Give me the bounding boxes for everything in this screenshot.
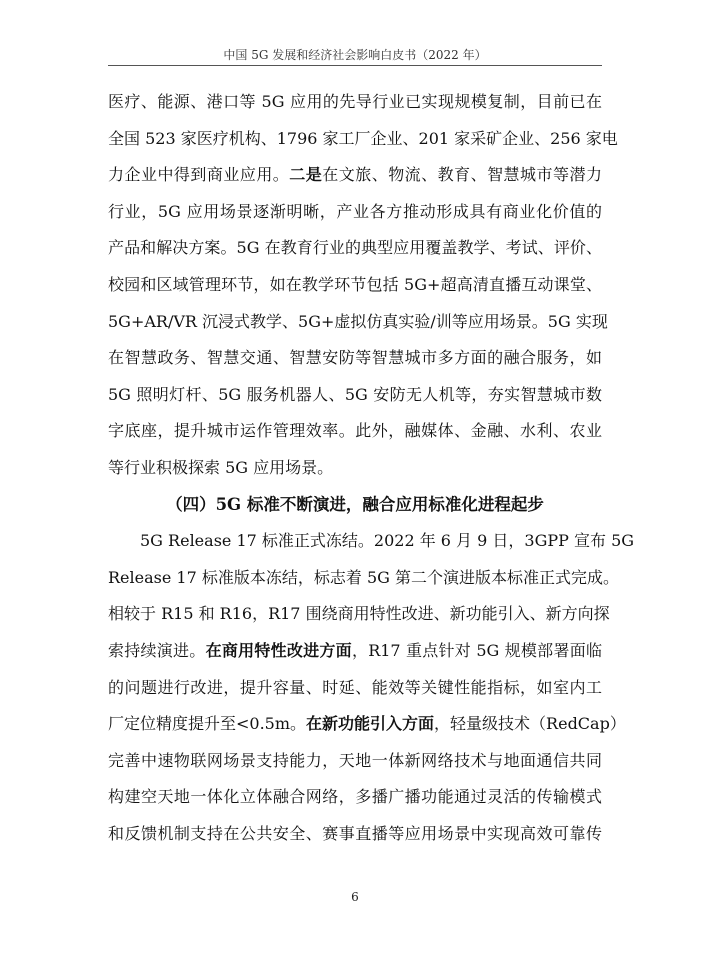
text-span: 索持续演进。: [108, 640, 206, 660]
emphasis-text: 在新功能引入方面: [306, 714, 435, 734]
text-span: ，轻量级技术（RedCap）: [434, 714, 626, 734]
emphasis-text: 二是: [289, 165, 323, 185]
text-line: [108, 706, 626, 743]
text-line: 全国 523 家医疗机构、1796 家工厂企业、201 家采矿企业、256 家电: [108, 128, 618, 148]
page-number: 6: [351, 890, 359, 904]
text-line: 校园和区域管理环节，如在教学环节包括 5G+超高清直播互动课堂、: [108, 274, 602, 294]
text-line: [108, 633, 602, 670]
text-line: 构建空天地一体化立体融合网络，多播广播功能通过灵活的传输模式: [108, 787, 602, 807]
text-line: 等行业积极探索 5G 应用场景。: [108, 457, 334, 477]
text-span: ，R17 重点针对 5G 规模部署面临: [351, 640, 602, 660]
header-rule: [108, 65, 602, 66]
text-line: Release 17 标准版本冻结，标志着 5G 第二个演进版本标准正式完成。: [108, 567, 619, 587]
text-line: 5G+AR/VR 沉浸式教学、5G+虚拟仿真实验/训等应用场景。5G 实现: [108, 311, 608, 331]
text-line: 医疗、能源、港口等 5G 应用的先导行业已实现规模复制，目前已在: [108, 92, 602, 111]
text-line: 5G 照明灯杆、5G 服务机器人、5G 安防无人机等，夯实智慧城市数: [108, 384, 602, 404]
text-line: 完善中速物联网场景支持能力，天地一体新网络技术与地面通信共同: [108, 750, 602, 770]
document-body: [108, 84, 635, 852]
text-span: 厂定位精度提升至<0.5m。: [108, 714, 307, 734]
text-line: [108, 157, 602, 194]
text-line: 在智慧政务、智慧交通、智慧安防等智慧城市多方面的融合服务，如: [108, 348, 602, 368]
text-line: 和反馈机制支持在公共安全、赛事直播等应用场景中实现高效可靠传: [108, 823, 602, 843]
text-line: 相较于 R15 和 R16，R17 围绕商用特性改进、新功能引入、新方向探: [108, 604, 610, 624]
running-header: 中国 5G 发展和经济社会影响白皮书（2022 年）: [223, 48, 487, 62]
text-line: 行业，5G 应用场景逐渐明晰，产业各方推动形成具有商业化价值的: [108, 201, 602, 221]
paragraph-2: [108, 523, 635, 852]
section-heading: （四）5G 标准不断演进，融合应用标准化进程起步: [166, 494, 544, 514]
text-line: 5G Release 17 标准正式冻结。2022 年 6 月 9 日，3GPP 宣布 5G: [140, 531, 635, 551]
text-line: 字底座，提升城市运作管理效率。此外，融媒体、金融、水利、农业: [108, 421, 602, 441]
text-line: 产品和解决方案。5G 在教育行业的典型应用覆盖教学、考试、评价、: [108, 238, 602, 258]
text-line: 的问题进行改进，提升容量、时延、能效等关键性能指标，如室内工: [108, 677, 602, 697]
emphasis-text: 在商用特性改进方面: [205, 640, 352, 660]
text-span: 力企业中得到商业应用。: [108, 165, 290, 185]
paragraph-1: [108, 84, 618, 487]
text-span: 在文旅、物流、教育、智慧城市等潜力: [322, 165, 602, 185]
